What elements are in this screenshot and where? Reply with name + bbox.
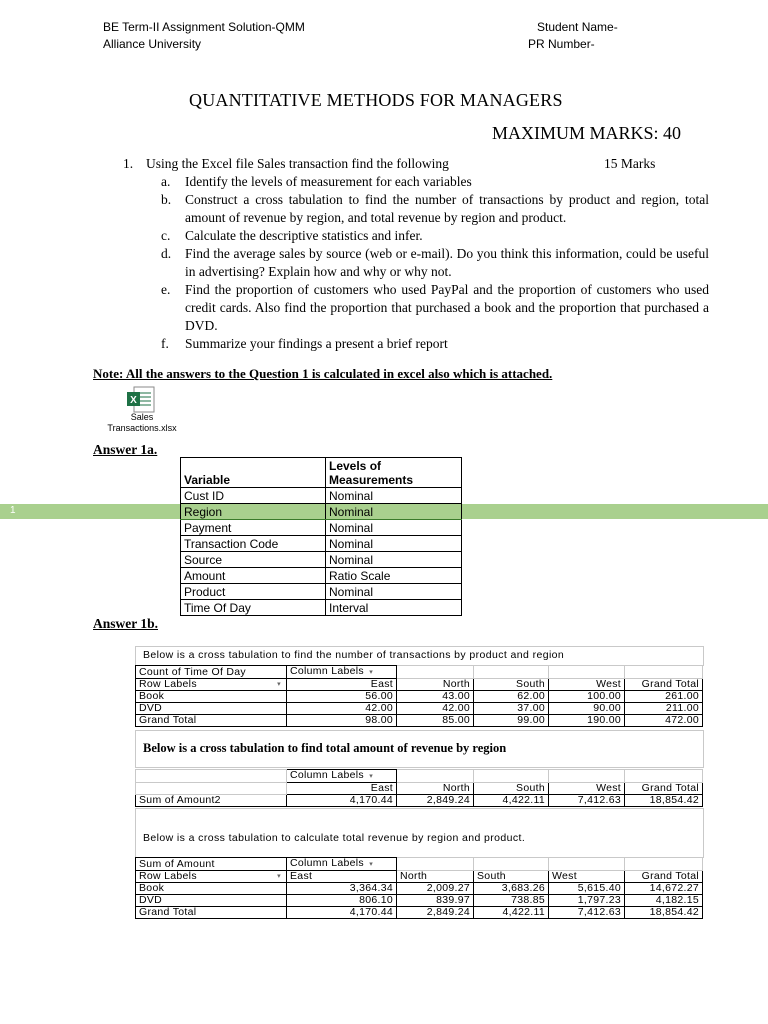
header-left-line2: Alliance University [103,37,202,51]
answer-1a-label: Answer 1a. [93,442,158,457]
document-title: QUANTITATIVE METHODS FOR MANAGERS [189,90,563,110]
filter-dropdown-icon[interactable]: ▾ [369,773,374,780]
header-right-line1: Student Name- [537,20,618,34]
filter-dropdown-icon[interactable]: ▾ [277,873,281,880]
crosstab-1-caption: Below is a cross tabulation to find the number of transactions by product and region [143,649,565,661]
table-row: DVD 42.00 42.00 37.00 90.00 211.00 [136,703,703,715]
table-row: Payment Nominal [181,520,462,536]
sub-question: a. Identify the levels of measurement for each variables [161,174,472,189]
table-row: East North South West Grand Total [136,783,703,795]
row-highlight-bar: 1 [0,504,768,519]
sub-question: f. Summarize your findings a present a brief report [161,336,448,351]
svg-text:X: X [130,395,137,406]
header-left-line1: BE Term-II Assignment Solution-QMM [103,20,305,34]
table-row: Grand Total 98.00 85.00 99.00 190.00 472.00 [136,715,703,727]
crosstab-product-region-count [135,665,703,727]
table-row: Count of Time Of Day Column Labels ▾ [136,666,703,679]
table-row: Book 3,364.34 2,009.27 3,683.26 5,615.40 14,672.27 [136,883,703,895]
crosstab-revenue-by-region-product [135,857,703,919]
table-row: Time Of Day Interval [181,600,462,616]
table-row: Transaction Code Nominal [181,536,462,552]
answer-1b-label: Answer 1b. [93,616,159,631]
table-row-highlighted: Region Nominal [181,504,462,520]
question-text: Using the Excel file Sales transaction find the following [146,156,449,171]
crosstab-2-caption: Below is a cross tabulation to find total amount of revenue by region [143,741,507,755]
sub-question-list [161,173,709,353]
table-header-row [181,458,462,488]
table-header-cell: Variable [181,458,326,488]
table-row: Product Nominal [181,584,462,600]
table-row: Row Labels ▾ East North South West Grand Total [136,871,703,883]
excel-file-icon[interactable] [126,386,156,414]
table-row: DVD 806.10 839.97 738.85 1,797.23 4,182.15 [136,895,703,907]
table-row: Grand Total 4,170.44 2,849.24 4,422.11 7,412.63 18,854.42 [136,907,703,919]
table-row: Column Labels ▾ [136,770,703,783]
table-row: Sum of Amount Column Labels ▾ [136,858,703,871]
question-marks: 15 Marks [604,156,656,171]
attachment-label[interactable]: Sales Transactions.xlsx [107,412,177,433]
table-row: Sum of Amount2 4,170.44 2,849.24 4,422.11 7,412.63 18,854.42 [136,795,703,807]
table-row: Source Nominal [181,552,462,568]
question-number: 1. [123,156,134,171]
crosstab-revenue-by-region [135,769,703,807]
sub-question: d. Find the average sales by source (web or e-mail). Do you think this information, could be useful in advertising? Explain how and why or why not. [161,246,709,279]
table-header-cell: Levels of Measurements [326,458,462,488]
filter-dropdown-icon[interactable]: ▾ [369,669,374,676]
sub-question: c. Calculate the descriptive statistics and infer. [161,228,423,243]
levels-of-measurement-table [180,457,462,616]
maximum-marks: MAXIMUM MARKS: 40 [492,123,682,143]
table-row: Amount Ratio Scale [181,568,462,584]
sub-question: e. Find the proportion of customers who used PayPal and the proportion of customers who used credit cards. Also find the proportion that purchased a book and the proportion that purchased a DVD. [161,282,709,333]
sub-question: b. Construct a cross tabulation to find the number of transactions by product and region, total amount of revenue by region, and total revenue by region and product. [161,192,709,225]
table-row: Row Labels ▾ East North South West Grand Total [136,679,703,691]
filter-dropdown-icon[interactable]: ▾ [277,681,281,688]
header-right-line2: PR Number- [528,37,595,51]
crosstab-3-caption: Below is a cross tabulation to calculate total revenue by region and product. [143,832,526,844]
table-row: Cust ID Nominal [181,488,462,504]
table-row: Book 56.00 43.00 62.00 100.00 261.00 [136,691,703,703]
filter-dropdown-icon[interactable]: ▾ [369,861,374,868]
note-text: Note: All the answers to the Question 1 is calculated in excel also which is attached. [93,366,553,381]
